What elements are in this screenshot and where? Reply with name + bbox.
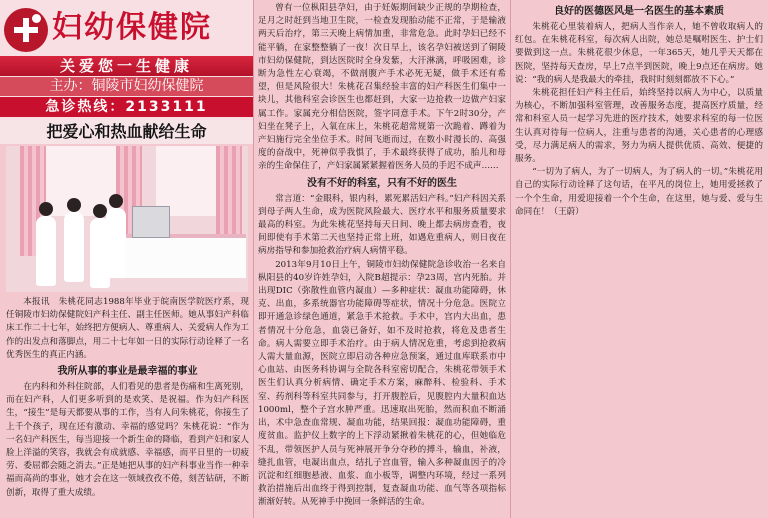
slogan-banner: 关爱您一生健康: [0, 56, 253, 76]
section-heading: 良好的医德医风是一名医生的基本素质: [554, 6, 724, 17]
masthead: [0, 0, 253, 120]
article-intro: 本报讯 朱桃花同志1988年毕业于皖南医学院医疗系，现任铜陵市妇幼保健院妇产科主任、副主任医师。她从事妇产科临床工作二十七年，始终把方便病人、尊重病人、关爱病人作为工作的出发点和落脚点，用二十七年如一日的实际行动诠释了一名优秀医生的真正内涵。: [6, 297, 249, 360]
column-1: [6, 296, 249, 518]
paragraph: 朱桃花心里装着病人，把病人当作亲人，她不曾收取病人的红包。在朱桃花科室，每次病人出院，她总是嘱咐医生、护士们要做到这一点。朱桃花很少休息，一年365天，她几乎天天都在医院，坚持每天查房，早上7点半到医院，晚上9点还在病房。她说：“我的病人是我最大的牵挂，我时时刻刻都放不下心。”: [515, 22, 763, 85]
paragraph: “一切为了病人，为了一切病人，为了病人的一切。”朱桃花用自己的实际行动诠释了这句话，在平凡的岗位上，她用爱拯救了一个个生命，用爱迎接着一个个生命，在这里，她与爱、爱与生命同在！（王蔚）: [515, 167, 763, 217]
paragraph: 曾有一位枞阳县孕妇，由于妊娠期间缺少正规的孕期检查，足月之时赶到当地卫生院，一检查发现胎动能不正常，于是输液两天后治疗，第三天晚上病情加重，非常危急。此时孕妇已经不能平躺，在家整整躺了一夜！次日早上，该名孕妇被送到了铜陵市妇幼保健院，到达医院时全身发紫，大汗淋漓，呼吸困难，诊断为急性左心衰竭，不做剖腹产手术必死无疑，做手术还有希望，但是风险很大！朱桃花召集经验丰富的妇产科医生们集中一块儿，其他科室会诊医生也都赶到，大家一边抢救一边做产妇家属工作。家属充分相信医院，签字同意手术。下午2时30分，产妇坐在凳子上，入氧在床上，朱桃花超常规第一次跪着、蹲着为产妇施行完全坐位手术。时间飞逝而过，在数小时漫长的、高强度的奋战中，死神似乎我惧了，手术最终获得了成功，胎儿和母亲的生命保住了，产妇家属紧紧握着医务人员的手迟不成声……: [258, 3, 506, 172]
hospital-logo-icon: [4, 8, 48, 52]
emergency-hotline: 急诊热线：2133111: [0, 97, 253, 117]
column-divider: [510, 0, 511, 518]
hospital-name: 妇幼保健院: [52, 10, 212, 45]
column-2: [258, 2, 506, 518]
ward-photo: [6, 146, 248, 292]
article-headline: 把爱心和热血献给生命: [0, 120, 253, 144]
section-heading: 没有不好的科室，只有不好的医生: [307, 177, 457, 189]
paragraph: 常言道：“金眼科，银内科，累死累活妇产科。”妇产科因关系到母子两人生命，成为医院风险最大、医疗水平和服务质量要求最高的科室。为此朱桃花坚持每天日间、晚上都去病房查看，夜间即使有手术第二天也坚持正常上班，如遇危重病人，则日夜在病房指导和参加抢救治疗病人病情平稳。: [258, 193, 506, 257]
section-heading: 我所从事的事业是最幸福的事业: [57, 366, 198, 378]
paragraph: 2013年9月10日上午，铜陵市妇幼保健院急诊收治一名来自枞阳县的40岁许姓孕妇，入院B超提示：孕23周，宫内死胎。并出现DIC（弥散性血管内凝血）—多种症状：凝血功能障碍，休克、出血，多系统器官功能障碍等症状，情况十分危急。医院立即开通急诊绿色通道，紧急手术抢救。手术中，宫内大出血，患者情况十分危急，血袋已备好，如不及时抢救，将危及患者生命。病人需要立即手术治疗。由于病人情况危重，考虑到抢救病人需大量血源，医院立即启动各种应急预案，通过血库联系市中心血站、由医务科协调与全院各科室密切配合，朱桃花带领手术医生们认真分析病情、确定手术方案，麻醉科、检验科、手术室、药剂科等科室共同参与，打开腹腔后，见腹腔内大量积血达1000ml，整个子宫水肿严重。迅速取出死胎，然而积血不断涌出，术中急查血常规、凝血功能，结果回报：凝血功能障碍，重度贫血。监护仪上数字的上下浮动紧揪着朱桃花的心，但她临危不乱，带领医护人员与死神展开争分夺秒的搏斗，输血，补液，缝扎血管，电凝出血点，结扎子宫血管，输入多种凝血因子的冷沉淀和红细胞悬液、血浆、血小板等，调整内环境，经过一系列救治措施后出血终于得到控制，复查凝血功能、血气等各项指标渐渐好转。从死神手中挽回一条鲜活的生命。: [258, 259, 506, 508]
paragraph: 朱桃花担任妇产科主任后，始终坚持以病人为中心，以质量为核心，不断加强科室管理，改善服务态度，提高医疗质量，经常和科室人员一起学习先进的医疗技术，她要求科室的每一位医生认真对待每一位病人，注重与患者的沟通，关心患者的心理感受，尽力满足病人的需求，努力为病人提供优质、高效、便捷的服务。: [515, 88, 763, 165]
column-3: [515, 2, 763, 518]
sponsor-line: 主办：铜陵市妇幼保健院: [0, 77, 253, 96]
column-divider: [253, 0, 254, 518]
paragraph: 在内科和外科住院部，人们看见的患者是伤痛和生离死别，而在妇产科，人们更多听到的是欢笑、是祝福。作为妇产科医生，“接生”是每天都要从事的工作，当有人问朱桃花，你接生了上千个孩子，现在还有激动、幸福的感觉吗？朱桃花说：“作为一名妇产科医生，每当迎接一个新生命的降临，看到产妇和家人脸上洋溢的笑容，我就会有成就感、幸福感，而平日里的一切疲劳、委屈都会随之消去。”正是她把从事的妇产科事业当作一种幸福而高尚的事业，她才会在这一领域孜孜不倦，刻苦钻研，不断创新，取得了重大成绩。: [6, 382, 249, 498]
